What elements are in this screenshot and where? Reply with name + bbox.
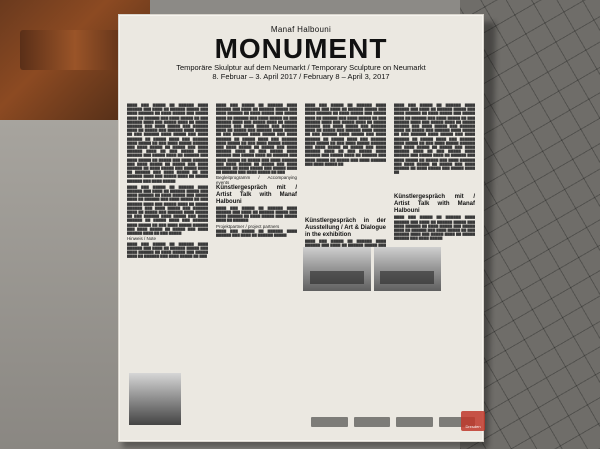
poster-title: MONUMENT <box>214 33 388 64</box>
hinweis-heading: Hinweis / Note <box>127 236 157 242</box>
text-columns <box>127 103 475 260</box>
event2-title: Künstlergespräch in der Ausstellung / Art & Dialogue in the exhibition <box>305 218 386 239</box>
dresden-logo <box>461 411 485 431</box>
historic-photo-1 <box>303 247 371 291</box>
partner-heading: Projektpartner / project partners <box>216 223 280 229</box>
event3-title: Künstlergespräch mit / Artist Talk with Manaf Halbouni <box>394 194 475 215</box>
event1-title: Künstlergespräch mit / Artist Talk with Manaf Halbouni <box>216 184 297 205</box>
historic-photos <box>303 247 441 291</box>
partner-logo-2 <box>354 417 391 427</box>
poster-header <box>127 25 475 81</box>
column-2: ▇▇▇▇ ▇▇▇ ▇▇▇▇▇ ▇▇ ▇▇▇▇▇▇ ▇▇▇▇ ▇▇▇▇▇▇ ▇▇▇ ▇▇▇▇ ▇▇ ▇▇▇▇▇▇ ▇▇▇▇▇ ▇▇▇ ▇▇▇▇ ▇▇▇▇▇▇ ▇▇ ▇▇▇▇ ▇▇▇▇▇ ▇▇▇ ▇▇▇▇▇ ▇▇▇▇ ▇▇ ▇▇▇▇▇▇ ▇▇▇ ▇▇▇▇ ▇▇▇▇▇ ▇▇ ▇▇▇ ▇▇▇▇▇▇ ▇▇▇▇ ▇▇▇ ▇▇▇▇▇ ▇▇▇▇ ▇▇ ▇▇▇▇▇ ▇▇▇▇▇▇ ▇▇▇ ▇▇▇▇ ▇▇▇▇▇ ▇▇▇ ▇▇▇▇▇▇ ▇▇▇▇ ▇▇ ▇▇▇▇▇ ▇▇▇ ▇▇▇▇▇▇ ▇▇▇▇ ▇▇▇▇▇ ▇▇ ▇▇▇ ▇▇▇▇▇▇ ▇▇▇▇ ▇▇▇▇▇ ▇▇▇ ▇▇▇▇ ▇▇▇▇▇▇ ▇▇ ▇▇▇▇▇ ▇▇▇▇ ▇▇▇ ▇▇▇▇▇▇ ▇▇▇▇ ▇▇▇▇▇ ▇▇ ▇▇▇ ▇▇▇▇ ▇▇▇▇▇ ▇▇▇▇▇▇ ▇▇▇ ▇▇▇▇ ▇▇▇▇▇ ▇▇ ▇▇▇▇▇ ▇▇▇ ▇▇▇▇ ▇▇▇▇▇▇ ▇▇▇▇ ▇▇ ▇▇▇ ▇▇▇▇▇ ▇▇▇▇ ▇▇▇▇▇▇ ▇▇▇ ▇▇▇▇▇ ▇▇▇▇ ▇▇ ▇▇▇▇▇▇ ▇▇▇ ▇▇▇▇ ▇▇▇▇▇ ▇▇ ▇▇▇▇▇ ▇▇▇ ▇▇▇▇ ▇▇▇▇▇▇ ▇▇▇ ▇▇▇▇ ▇▇▇▇▇ ▇▇ ▇▇▇▇▇ ▇▇▇ ▇▇▇▇ ▇▇▇▇▇▇ ▇▇ ▇▇▇▇ ▇▇▇▇▇ ▇▇▇ ▇▇▇▇▇ ▇▇▇▇ ▇▇ ▇▇▇▇▇▇ ▇▇▇ ▇▇▇▇ ▇▇▇▇▇ ▇▇ ▇▇▇ Begleitprogramm / Accompanying events Künstlergespräch mit / Artist Talk with Manaf Halbouni ▇▇▇▇ ▇▇▇ ▇▇▇▇▇ ▇▇ ▇▇▇▇▇▇ ▇▇▇▇ ▇▇▇▇▇▇ ▇▇▇ ▇▇▇▇ ▇▇ ▇▇▇▇▇▇ ▇▇▇▇▇ ▇▇▇ ▇▇▇▇ ▇▇▇▇▇▇ ▇▇ ▇▇▇▇ ▇▇▇▇▇ ▇▇▇ ▇▇▇▇▇ ▇▇▇▇ ▇▇ ▇▇▇▇▇▇ Projektpartner / project partners ▇▇▇▇ ▇▇▇ ▇▇▇▇▇ ▇▇ ▇▇▇▇▇▇ ▇▇▇▇ ▇▇▇▇▇▇ ▇▇▇ ▇▇▇▇ ▇▇ ▇▇▇▇▇▇ ▇▇▇▇▇ <box>216 103 297 238</box>
artist-name: Manaf Halbouni <box>270 25 332 34</box>
poster-subtitle: Temporäre Skulptur auf dem Neumarkt / Temporary Sculpture on Neumarkt <box>176 63 426 72</box>
poster-dates: 8. Februar – 3. April 2017 / February 8 – April 3, 2017 <box>212 72 390 81</box>
partner-logo-3 <box>396 417 433 427</box>
column-1: ▇▇▇▇ ▇▇▇ ▇▇▇▇▇ ▇▇ ▇▇▇▇▇▇ ▇▇▇▇ ▇▇▇▇▇▇ ▇▇▇ ▇▇▇▇ ▇▇ ▇▇▇▇▇▇ ▇▇▇▇▇ ▇▇▇ ▇▇▇▇ ▇▇▇▇▇▇ ▇▇ ▇▇▇▇ ▇▇▇▇▇ ▇▇▇ ▇▇▇▇▇ ▇▇▇▇ ▇▇ ▇▇▇▇▇▇ ▇▇▇ ▇▇▇▇ ▇▇▇▇▇ ▇▇ ▇▇▇ ▇▇▇▇▇▇ ▇▇▇▇ ▇▇▇ ▇▇▇▇▇ ▇▇▇▇ ▇▇ ▇▇▇▇▇ ▇▇▇▇▇▇ ▇▇▇ ▇▇▇▇ ▇▇▇▇▇ ▇▇▇ ▇▇▇▇▇▇ ▇▇▇▇ ▇▇ ▇▇▇▇▇ ▇▇▇ ▇▇▇▇▇▇ ▇▇▇▇ ▇▇▇▇▇ ▇▇ ▇▇▇ ▇▇▇▇▇▇ ▇▇▇▇ ▇▇▇▇▇ ▇▇▇ ▇▇▇▇ ▇▇▇▇▇▇ ▇▇ ▇▇▇▇▇ ▇▇▇▇ ▇▇▇ ▇▇▇▇▇▇ ▇▇▇▇ ▇▇▇▇▇ ▇▇ ▇▇▇ ▇▇▇▇ ▇▇▇▇▇ ▇▇▇▇▇▇ ▇▇▇ ▇▇▇▇ ▇▇▇▇▇ ▇▇ ▇▇▇▇▇ ▇▇▇ ▇▇▇▇ ▇▇▇▇▇▇ ▇▇▇▇ ▇▇ ▇▇▇ ▇▇▇▇▇ ▇▇▇▇ ▇▇▇▇▇▇ ▇▇▇ ▇▇▇▇▇ ▇▇▇▇ ▇▇ ▇▇▇▇▇▇ ▇▇▇ ▇▇▇▇ ▇▇▇▇▇ ▇▇ ▇▇▇▇▇ ▇▇▇ ▇▇▇▇ ▇▇▇▇▇▇ ▇▇▇ ▇▇▇▇ ▇▇▇▇▇ ▇▇ ▇▇▇▇▇ ▇▇▇ ▇▇▇▇ ▇▇▇▇▇▇ ▇▇ ▇▇▇▇ ▇▇▇▇▇ ▇▇▇ ▇▇▇▇▇ ▇▇▇▇ ▇▇ ▇▇▇▇▇▇ ▇▇▇ ▇▇▇▇ ▇▇▇▇▇ ▇▇ ▇▇▇ ▇▇▇▇▇▇ ▇▇▇▇ ▇▇▇ ▇▇▇▇▇ ▇▇▇▇ ▇▇ ▇▇▇▇▇ ▇▇▇▇▇▇ ▇▇▇ ▇▇▇▇ ▇▇▇▇▇ ▇▇▇▇ ▇▇▇ ▇▇▇▇▇ ▇▇ ▇▇▇▇▇▇ ▇▇▇▇ ▇▇▇▇▇▇ ▇▇▇ ▇▇▇▇ ▇▇ ▇▇▇▇▇▇ ▇▇▇▇▇ ▇▇▇ ▇▇▇▇ ▇▇▇▇▇▇ ▇▇ ▇▇▇▇ ▇▇▇▇▇ ▇▇▇ ▇▇▇▇▇ ▇▇▇▇ ▇▇ ▇▇▇▇▇▇ ▇▇▇ ▇▇▇▇ ▇▇▇▇▇ ▇▇ ▇▇▇ ▇▇▇▇▇▇ ▇▇▇▇ ▇▇▇ ▇▇▇▇▇ ▇▇▇▇ ▇▇ ▇▇▇▇▇ ▇▇▇▇▇▇ ▇▇▇ ▇▇▇▇ ▇▇▇▇▇ ▇▇▇ ▇▇▇▇▇▇ ▇▇▇▇ ▇▇ ▇▇▇▇▇ ▇▇▇ ▇▇▇▇▇▇ ▇▇▇▇ ▇▇▇▇▇ ▇▇ ▇▇▇ ▇▇▇▇▇▇ ▇▇▇▇ ▇▇▇▇▇ ▇▇▇ ▇▇▇▇ ▇▇▇▇▇▇ ▇▇ ▇▇▇▇▇ ▇▇▇▇ ▇▇▇ ▇▇▇▇▇▇ ▇▇▇▇ ▇▇▇▇▇ ▇▇ ▇▇▇ ▇▇▇▇ ▇▇▇▇▇ ▇▇▇▇▇▇ ▇▇▇ ▇▇▇▇ ▇▇▇▇▇ ▇▇ ▇▇▇▇▇ ▇▇▇ ▇▇▇▇ ▇▇▇▇▇▇ ▇▇▇▇ ▇▇ ▇▇▇ ▇▇▇▇▇ Hinweis / Note ▇▇▇▇ ▇▇▇ ▇▇▇▇▇ ▇▇ ▇▇▇▇▇▇ ▇▇▇▇ ▇▇▇▇▇▇ ▇▇▇ ▇▇▇▇ ▇▇ ▇▇▇▇▇▇ ▇▇▇▇▇ ▇▇▇ ▇▇▇▇ ▇▇▇▇▇▇ ▇▇ ▇▇▇▇ ▇▇▇▇▇ ▇▇▇ ▇▇▇▇▇ ▇▇▇▇ ▇▇ ▇▇▇▇▇▇ ▇▇▇ ▇▇▇▇ ▇▇▇▇▇ ▇▇ ▇▇▇ <box>127 103 208 259</box>
poster-board <box>118 14 484 442</box>
column-3: ▇▇▇▇ ▇▇▇ ▇▇▇▇▇ ▇▇ ▇▇▇▇▇▇ ▇▇▇▇ ▇▇▇▇▇▇ ▇▇▇ ▇▇▇▇ ▇▇ ▇▇▇▇▇▇ ▇▇▇▇▇ ▇▇▇ ▇▇▇▇ ▇▇▇▇▇▇ ▇▇ ▇▇▇▇ ▇▇▇▇▇ ▇▇▇ ▇▇▇▇▇ ▇▇▇▇ ▇▇ ▇▇▇▇▇▇ ▇▇▇ ▇▇▇▇ ▇▇▇▇▇ ▇▇ ▇▇▇ ▇▇▇▇▇▇ ▇▇▇▇ ▇▇▇ ▇▇▇▇▇ ▇▇▇▇ ▇▇ ▇▇▇▇▇ ▇▇▇▇▇▇ ▇▇▇ ▇▇▇▇ ▇▇▇▇▇ ▇▇▇ ▇▇▇▇▇▇ ▇▇▇▇ ▇▇ ▇▇▇▇▇ ▇▇▇ ▇▇▇▇▇▇ ▇▇▇▇ ▇▇▇▇▇ ▇▇ ▇▇▇ ▇▇▇▇▇▇ ▇▇▇▇ ▇▇▇▇▇ ▇▇▇ ▇▇▇▇ ▇▇▇▇▇▇ ▇▇ ▇▇▇▇▇ ▇▇▇▇ ▇▇▇ ▇▇▇▇▇▇ ▇▇▇▇ ▇▇▇▇▇ ▇▇ ▇▇▇ ▇▇▇▇ ▇▇▇▇▇ ▇▇▇▇▇▇ ▇▇▇ ▇▇▇▇ ▇▇▇▇▇ ▇▇ ▇▇▇▇▇ ▇▇▇ ▇▇▇▇ ▇▇▇▇▇▇ ▇▇▇▇ ▇▇ ▇▇▇ ▇▇▇▇▇ ▇▇▇▇ ▇▇▇▇▇▇ ▇▇▇ ▇▇▇▇▇ ▇▇▇▇ ▇▇ ▇▇▇▇▇▇ ▇▇▇ ▇▇▇▇ ▇▇▇▇▇ ▇▇ ▇▇▇▇▇ ▇▇▇ ▇▇▇▇ ▇▇▇▇▇▇ ▇▇▇ ▇▇▇▇ ▇▇▇▇▇ ▇▇ Künstlergespräch in der Ausstellung / Art & Dialogue in the exhibition ▇▇▇▇ ▇▇▇ ▇▇▇▇▇ ▇▇ ▇▇▇▇▇▇ ▇▇▇▇ ▇▇▇▇▇▇ ▇▇▇ ▇▇▇▇ ▇▇ ▇▇▇▇▇▇ ▇▇▇▇▇ ▇▇▇ <box>305 103 386 248</box>
partner-logos <box>311 411 475 433</box>
sculpture-photo <box>129 373 181 425</box>
begleit-heading: Begleitprogramm / Accompanying events <box>216 175 297 185</box>
partner-logo-1 <box>311 417 348 427</box>
dresden-logo-text: Dresden <box>465 424 481 429</box>
historic-photo-2 <box>374 247 442 291</box>
column-4: ▇▇▇▇ ▇▇▇ ▇▇▇▇▇ ▇▇ ▇▇▇▇▇▇ ▇▇▇▇ ▇▇▇▇▇▇ ▇▇▇ ▇▇▇▇ ▇▇ ▇▇▇▇▇▇ ▇▇▇▇▇ ▇▇▇ ▇▇▇▇ ▇▇▇▇▇▇ ▇▇ ▇▇▇▇ ▇▇▇▇▇ ▇▇▇ ▇▇▇▇▇ ▇▇▇▇ ▇▇ ▇▇▇▇▇▇ ▇▇▇ ▇▇▇▇ ▇▇▇▇▇ ▇▇ ▇▇▇ ▇▇▇▇▇▇ ▇▇▇▇ ▇▇▇ ▇▇▇▇▇ ▇▇▇▇ ▇▇ ▇▇▇▇▇ ▇▇▇▇▇▇ ▇▇▇ ▇▇▇▇ ▇▇▇▇▇ ▇▇▇ ▇▇▇▇▇▇ ▇▇▇▇ ▇▇ ▇▇▇▇▇ ▇▇▇ ▇▇▇▇▇▇ ▇▇▇▇ ▇▇▇▇▇ ▇▇ ▇▇▇ ▇▇▇▇▇▇ ▇▇▇▇ ▇▇▇▇▇ ▇▇▇ ▇▇▇▇ ▇▇▇▇▇▇ ▇▇ ▇▇▇▇▇ ▇▇▇▇ ▇▇▇ ▇▇▇▇▇▇ ▇▇▇▇ ▇▇▇▇▇ ▇▇ ▇▇▇ ▇▇▇▇ ▇▇▇▇▇ ▇▇▇▇▇▇ ▇▇▇ ▇▇▇▇ ▇▇▇▇▇ ▇▇ ▇▇▇▇▇ ▇▇▇ ▇▇▇▇ ▇▇▇▇▇▇ ▇▇▇▇ ▇▇ ▇▇▇ ▇▇▇▇▇ ▇▇▇▇ ▇▇▇▇▇▇ ▇▇▇ ▇▇▇▇▇ ▇▇▇▇ ▇▇ ▇▇▇▇▇▇ ▇▇▇ ▇▇▇▇ ▇▇▇▇▇ ▇▇ ▇▇▇▇▇ ▇▇▇ ▇▇▇▇ ▇▇▇▇▇▇ ▇▇▇ ▇▇▇▇ ▇▇▇▇▇ ▇▇ ▇▇▇▇▇ ▇▇▇ ▇▇▇▇ ▇▇▇▇▇▇ ▇▇ ▇▇▇▇ ▇▇▇▇▇ ▇▇▇ ▇▇▇▇▇ ▇▇▇▇ ▇▇ Künstlergespräch mit / Artist Talk with Manaf Halbouni ▇▇▇▇ ▇▇▇ ▇▇▇▇▇ ▇▇ ▇▇▇▇▇▇ ▇▇▇▇ ▇▇▇▇▇▇ ▇▇▇ ▇▇▇▇ ▇▇ ▇▇▇▇▇▇ ▇▇▇▇▇ ▇▇▇ ▇▇▇▇ ▇▇▇▇▇▇ ▇▇ ▇▇▇▇ ▇▇▇▇▇ ▇▇▇ ▇▇▇▇▇ ▇▇▇▇ ▇▇ ▇▇▇▇▇▇ ▇▇▇ ▇▇▇▇ ▇▇▇▇▇ ▇▇ ▇▇▇ ▇▇▇▇▇▇ ▇▇▇▇ ▇▇▇ ▇▇▇▇▇ ▇▇▇▇ ▇▇ ▇▇▇▇▇ ▇▇▇▇▇▇ ▇▇▇ ▇▇▇▇ ▇▇▇▇▇ <box>394 103 475 241</box>
